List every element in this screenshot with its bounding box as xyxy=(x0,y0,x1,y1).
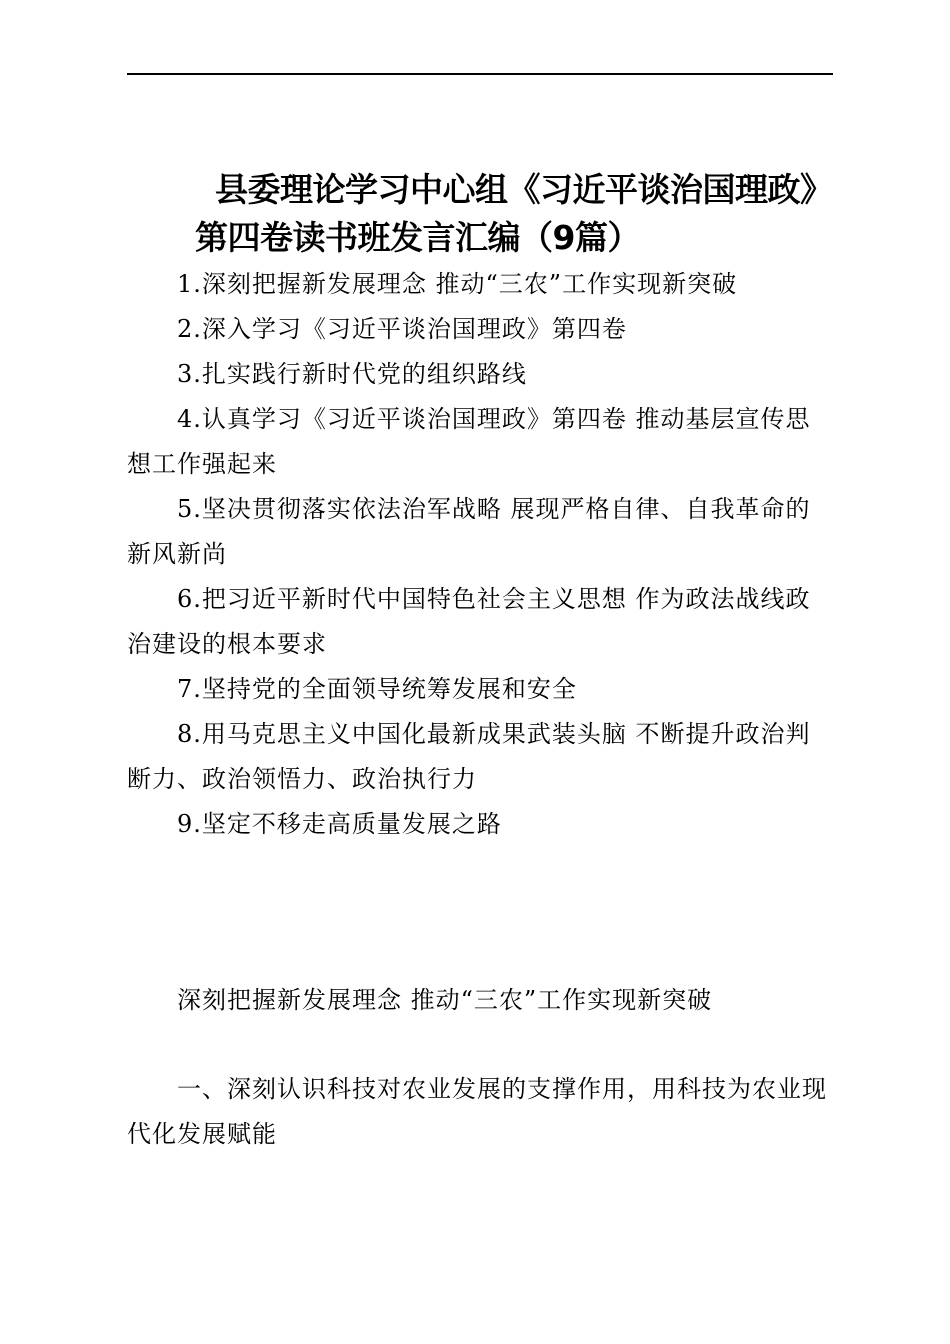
toc-item-1: 1.深刻把握新发展理念 推动“三农”工作实现新突破 xyxy=(177,270,738,298)
toc-item-9: 9.坚定不移走高质量发展之路 xyxy=(177,810,502,838)
toc-item-2: 2.深入学习《习近平谈治国理政》第四卷 xyxy=(177,315,627,343)
toc-item-4: 4.认真学习《习近平谈治国理政》第四卷 推动基层宣传思想工作强起来 xyxy=(127,405,811,478)
document-title: 县委理论学习中心组《习近平谈治国理政》第四卷读书班发言汇编（9篇） xyxy=(195,170,833,257)
header-rule xyxy=(127,73,833,75)
toc-item-7: 7.坚持党的全面领导统筹发展和安全 xyxy=(177,675,577,703)
toc-item-5: 5.坚决贯彻落实依法治军战略 展现严格自律、自我革命的新风新尚 xyxy=(127,495,811,568)
body-paragraph: 一、深刻认识科技对农业发展的支撑作用，用科技为农业现代化发展赋能 xyxy=(127,1075,827,1148)
toc-item-6: 6.把习近平新时代中国特色社会主义思想 作为政法战线政治建设的根本要求 xyxy=(127,585,811,658)
toc-item-3: 3.扎实践行新时代党的组织路线 xyxy=(177,360,527,388)
section-heading: 深刻把握新发展理念 推动“三农”工作实现新突破 xyxy=(177,986,713,1014)
toc-item-8: 8.用马克思主义中国化最新成果武装头脑 不断提升政治判断力、政治领悟力、政治执行力 xyxy=(127,720,811,793)
table-of-contents xyxy=(127,262,833,847)
